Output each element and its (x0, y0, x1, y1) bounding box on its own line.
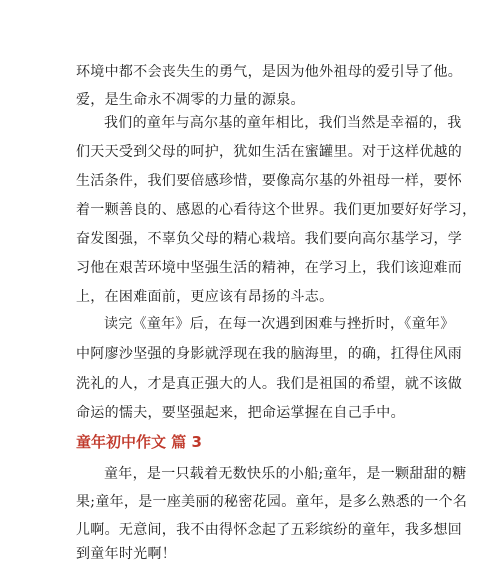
text-line: 到童年时光啊！ (76, 546, 177, 562)
text-line: 生活条件，我们要倍感珍惜，要像高尔基的外祖母一样，要怀 (76, 173, 463, 189)
text-line: 读完《童年》后，在每一次遇到困难与挫折时，《童年》 (104, 316, 455, 332)
text-line: 着一颗善良的、感恩的心看待这个世界。我们更加要好好学习， (76, 202, 477, 218)
text-line: 中阿廖沙坚强的身影就浮现在我的脑海里，的确，扛得住风雨 (76, 346, 463, 362)
text-line: 命运的懦夫，要坚强起来，把命运掌握在自己手中。 (76, 405, 405, 421)
text-line: 童年，是一只载着无数快乐的小船;童年，是一颗甜甜的糖 (104, 466, 467, 482)
text-line: 奋发图强，不辜负父母的精心栽培。我们要向高尔基学习，学 (76, 231, 463, 247)
section-heading: 童年初中作文 篇 3 (76, 433, 202, 451)
text-line: 们天天受到父母的呵护，犹如生活在蜜罐里。对于这样优越的 (76, 144, 463, 160)
text-line: 上，在困难面前，更应该有昂扬的斗志。 (76, 289, 334, 305)
text-line: 我们的童年与高尔基的童年相比，我们当然是幸福的，我 (104, 115, 462, 131)
text-line: 习他在艰苦环境中坚强生活的精神，在学习上，我们该迎难而 (76, 260, 463, 276)
text-line: 环境中都不会丧失生的勇气，是因为他外祖母的爱引导了他。 (76, 64, 463, 80)
text-line: 洗礼的人，才是真正强大的人。我们是祖国的希望，就不该做 (76, 376, 463, 392)
text-line: 果;童年，是一座美丽的秘密花园。童年，是多么熟悉的一个名 (76, 494, 468, 510)
text-line: 爱，是生命永不凋零的力量的源泉。 (76, 92, 305, 108)
text-line: 儿啊。无意间，我不由得怀念起了五彩缤纷的童年，我多想回 (76, 522, 463, 538)
